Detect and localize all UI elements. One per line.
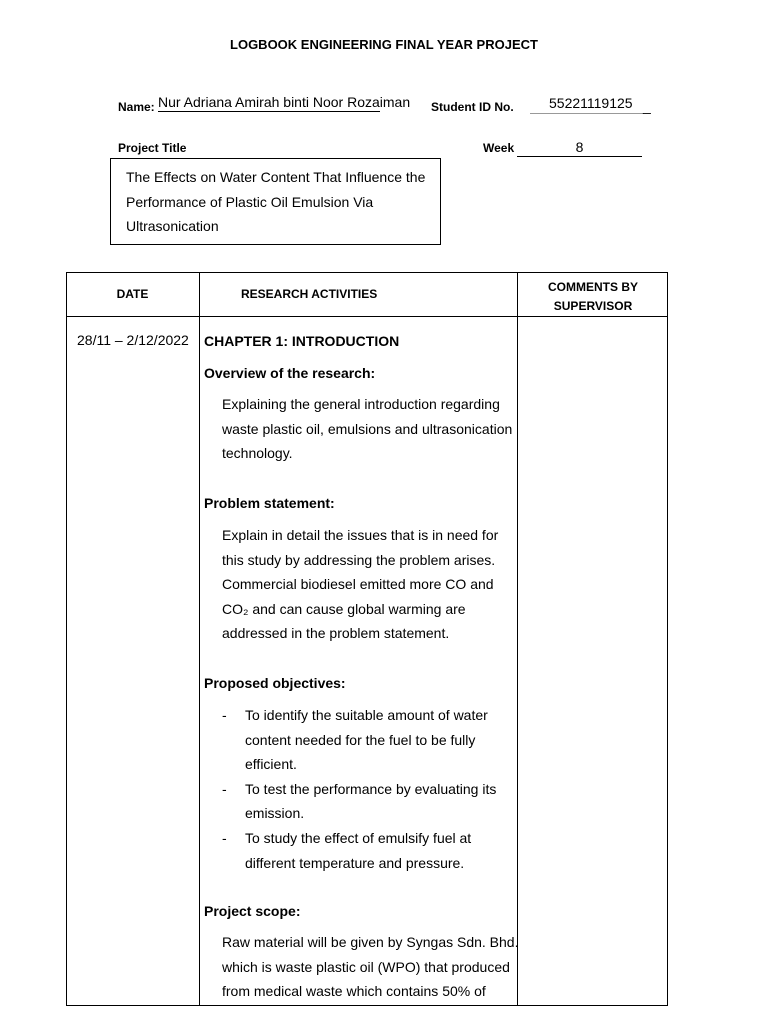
scope-heading: Project scope: bbox=[204, 903, 301, 919]
text-line: addressed in the problem statement. bbox=[222, 625, 450, 642]
overview-heading: Overview of the research: bbox=[204, 365, 376, 381]
header-date: DATE bbox=[116, 287, 149, 301]
text-line: which is waste plastic oil (WPO) that produced bbox=[222, 958, 510, 975]
text-line: from medical waste which contains 50% of bbox=[222, 983, 486, 1000]
project-title-line: Performance of Plastic Oil Emulsion Via bbox=[126, 193, 374, 210]
text-line: this study by addressing the problem arises. bbox=[222, 551, 496, 568]
objectives-heading: Proposed objectives: bbox=[204, 675, 346, 691]
list-item bbox=[220, 703, 516, 777]
document-title: LOGBOOK ENGINEERING FINAL YEAR PROJECT bbox=[230, 37, 538, 52]
text-line: content needed for the fuel to be fully bbox=[245, 731, 476, 748]
week-value: 8 bbox=[575, 139, 584, 155]
student-id-suffix: _ bbox=[643, 98, 651, 114]
problem-heading: Problem statement: bbox=[204, 495, 335, 511]
project-title-line: Ultrasonication bbox=[126, 218, 219, 235]
list-item bbox=[220, 777, 516, 826]
text-line: CO₂ and can cause global warming are bbox=[222, 600, 466, 617]
header-activities: RESEARCH ACTIVITIES bbox=[241, 287, 378, 301]
overview-text bbox=[222, 392, 512, 466]
name-field: Nur Adriana Amirah binti Noor Rozaiman bbox=[158, 94, 411, 110]
bullet: - bbox=[222, 707, 227, 723]
student-id-field bbox=[530, 95, 644, 114]
text-line: To identify the suitable amount of water bbox=[245, 707, 488, 723]
text-line: efficient. bbox=[245, 756, 297, 773]
header-comments-line: COMMENTS BY bbox=[548, 280, 638, 294]
week-field bbox=[517, 139, 642, 157]
comments-cell bbox=[518, 317, 667, 1005]
text-line: technology. bbox=[222, 445, 293, 462]
project-title-line: The Effects on Water Content That Influence the bbox=[126, 169, 426, 185]
text-line: To study the effect of emulsify fuel at bbox=[245, 829, 472, 846]
header-comments-line: SUPERVISOR bbox=[553, 299, 633, 313]
text-line: waste plastic oil, emulsions and ultrasonication bbox=[222, 420, 513, 437]
student-id-label: Student ID No. bbox=[431, 100, 514, 114]
text-line: Explaining the general introduction regarding bbox=[222, 396, 500, 412]
text-line: emission. bbox=[245, 805, 305, 822]
date-cell: 28/11 – 2/12/2022 bbox=[77, 332, 189, 348]
text-line: To test the performance by evaluating its bbox=[245, 780, 497, 797]
bullet: - bbox=[222, 829, 227, 846]
text-line: different temperature and pressure. bbox=[245, 854, 465, 871]
objectives-list bbox=[220, 703, 516, 875]
list-item bbox=[220, 826, 516, 875]
project-title-label: Project Title bbox=[118, 141, 187, 155]
header-comments bbox=[518, 278, 668, 316]
text-line: Raw material will be given by Syngas Sdn. Bhd. bbox=[222, 934, 519, 950]
table-divider bbox=[199, 272, 200, 1006]
text-line: Commercial biodiesel emitted more CO and bbox=[222, 576, 494, 593]
week-label: Week bbox=[483, 141, 515, 155]
name-label: Name: bbox=[118, 100, 155, 114]
bullet: - bbox=[222, 780, 227, 797]
problem-text bbox=[222, 523, 498, 646]
scope-text bbox=[222, 930, 518, 1004]
chapter-heading: CHAPTER 1: INTRODUCTION bbox=[204, 333, 400, 349]
project-title-box bbox=[110, 158, 441, 245]
text-line: Explain in detail the issues that is in need for bbox=[222, 527, 499, 543]
student-id-value: 55221119125 bbox=[549, 95, 633, 111]
